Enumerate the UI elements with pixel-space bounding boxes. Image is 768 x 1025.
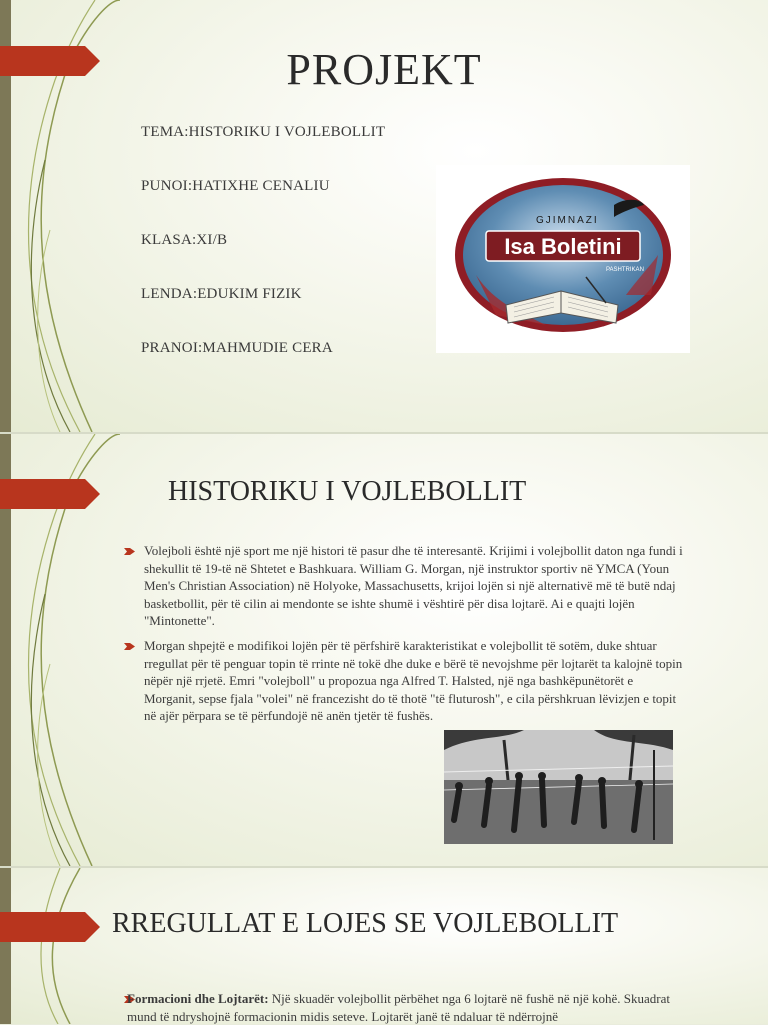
slide-2-title: HISTORIKU I VOJLEBOLLIT <box>168 476 527 507</box>
logo-sub-text: PASHTRIKAN <box>606 267 644 273</box>
slide-3-title: RREGULLAT E LOJES SE VOJLEBOLLIT <box>112 908 619 939</box>
bullet-arrow-icon <box>124 547 136 556</box>
slide-tab-marker <box>0 912 100 942</box>
rules-paragraph <box>127 990 687 1025</box>
info-reviewer: PRANOI:MAHMUDIE CERA <box>141 340 333 356</box>
info-author: PUNOI:HATIXHE CENALIU <box>141 178 330 194</box>
logo-top-text: GJIMNAZI <box>536 215 599 226</box>
slide-1-title: PROJEKT <box>286 45 482 94</box>
slide-tab-marker <box>0 479 100 509</box>
rules-text: Një skuadër volejbollit përbëhet nga 6 lojtarë në fushë në një kohë. Skuadrat mund të ndryshojnë formacionin midis seteve. Lojtarët janë të ndaluar të ndërrojnë <box>127 991 670 1024</box>
bullet-arrow-icon <box>124 642 136 651</box>
historic-volleyball-photo <box>444 730 673 844</box>
rules-label: Formacioni dhe Lojtarët: <box>127 991 269 1006</box>
info-subject: LENDA:EDUKIM FIZIK <box>141 286 302 302</box>
info-class: KLASA:XI/B <box>141 232 228 248</box>
logo-main-text: Isa Boletini <box>504 234 622 259</box>
history-paragraph-1: Volejboli është një sport me një histori të pasur dhe të interesantë. Krijimi i volejbollit daton nga fundi i shekullit të 19-të në Shtetet e Bashkuara. William G. Morgan, një instruktor sportiv në YMCA (Youn Men's Christian Association) në Holyoke, Massachusetts, krijoi lojën si një alternativë më të butë ndaj basketbollit, për të cilin ai mendonte se ishte shumë i vështirë për disa lojtarë. Ai e quajti lojën "Mintonette". <box>144 543 683 628</box>
decorative-swoosh <box>0 868 140 1024</box>
info-theme: TEMA:HISTORIKU I VOJLEBOLLIT <box>141 124 386 140</box>
school-logo <box>436 165 690 353</box>
history-paragraph-2: Morgan shpejtë e modifikoi lojën për të përfshirë karakteristikat e volejbollit të sotëm, duke shtuar rregullat për të penguar topin të rrinte në tokë dhe duke e bërë të nevojshme për lojtarët ta kalojnë topin nëpër një rrjetë. Emri "volejboll" u propozua nga Alfred T. Halsted, një nga bashkëpunëtorët e Morganit, sepse fjala "volei" në francezisht do të thotë "të fluturosh", e cila përshkruan lëvizjen e topit në ajër përpara se të përfundojë në anën tjetër të fushës. <box>144 638 683 723</box>
